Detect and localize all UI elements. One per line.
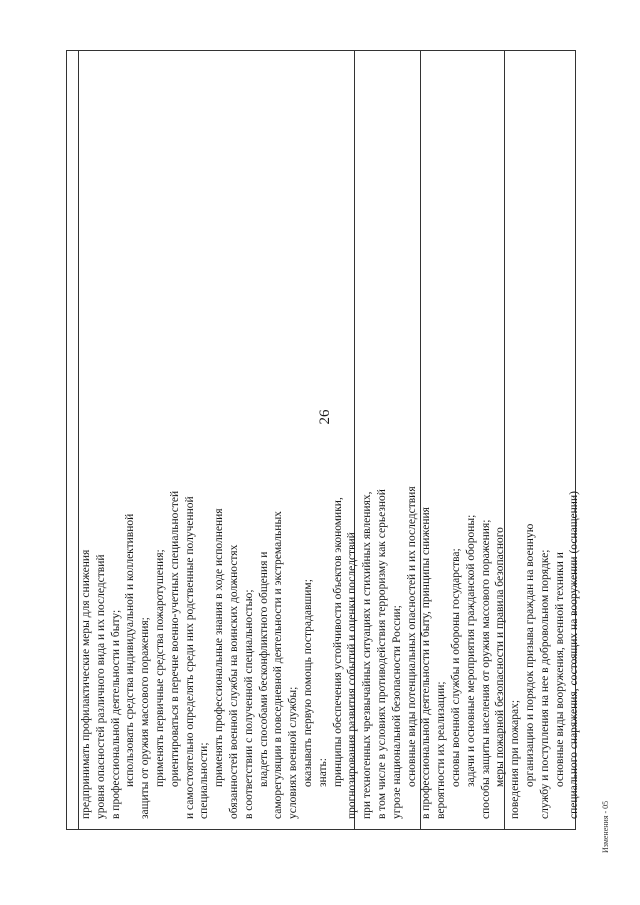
content-line: задачи и основные мероприятия гражданской обороны; xyxy=(464,514,477,787)
content-line: саморегуляции в повседневной деятельности и экстремальных xyxy=(272,511,285,819)
content-line: вероятности их реализации; xyxy=(435,681,448,819)
content-line: предпринимать профилактические меры для снижения xyxy=(80,549,92,819)
table-column-5 xyxy=(505,51,575,829)
footer-note: Изменения - 05 xyxy=(601,800,610,853)
table-column-content xyxy=(79,51,581,829)
content-line: применять профессиональные знания в ходе исполнения xyxy=(213,508,226,787)
content-line: в профессиональной деятельности и быту; xyxy=(109,609,122,819)
content-line: владеть способами бесконфликтного общения и xyxy=(257,551,270,787)
content-line: службу и поступления на нее в добровольном порядке; xyxy=(538,549,551,819)
table-column-3 xyxy=(355,51,421,829)
content-line: организацию и порядок призыва граждан на военную xyxy=(523,523,536,787)
content-line: применять первичные средства пожаротушения; xyxy=(153,549,166,787)
content-line: ориентироваться в перечне военно-учетных специальностей xyxy=(168,490,181,787)
content-line: обязанностей военной службы на воинских должностях xyxy=(227,544,240,819)
content-line: прогнозирования развития событий и оценки последствий xyxy=(346,532,359,819)
content-line: угрозе национальной безопасности России; xyxy=(390,605,403,819)
content-line: при техногенных чрезвычайных ситуациях и стихийных явлениях, xyxy=(361,491,374,819)
content-text xyxy=(79,399,581,819)
content-line: знать: xyxy=(316,758,329,787)
curriculum-table xyxy=(66,50,581,830)
content-line: основные виды вооружения, военной техники и xyxy=(553,552,566,787)
content-line: защиты от оружия массового поражения; xyxy=(139,617,152,819)
content-line: основы военной службы и обороны государства; xyxy=(449,548,462,787)
table-column-4 xyxy=(421,51,505,829)
content-line: специального снаряжения, состоящих на вооружении (оснащении) xyxy=(568,491,581,819)
page-number: 26 xyxy=(317,409,333,425)
content-line: в профессиональной деятельности и быту, принципы снижения xyxy=(420,507,433,819)
content-line: меры пожарной безопасности и правила безопасного xyxy=(494,527,507,787)
content-line: и самостоятельно определять среди них родственные полученной xyxy=(183,496,196,819)
content-line: основные виды потенциальных опасностей и их последствия xyxy=(405,486,418,787)
table-rotated-content xyxy=(67,51,581,829)
content-line: способы защиты населения от оружия массового поражения; xyxy=(479,519,492,819)
content-line: в соответствии с полученной специальностью; xyxy=(242,589,255,819)
content-line: уровня опасностей различного вида и их последствий xyxy=(94,554,107,819)
table-column-index xyxy=(67,51,79,829)
content-line: условиях военной службы; xyxy=(287,686,300,819)
content-line: оказывать первую помощь пострадавшим; xyxy=(301,579,314,787)
content-line: в том числе в условиях противодействия терроризму как серьезной xyxy=(375,489,388,819)
content-line: использовать средства индивидуальной и коллективной xyxy=(124,513,137,787)
content-line: специальности; xyxy=(198,742,211,819)
content-line: поведения при пожарах; xyxy=(509,699,522,819)
content-line: принципы обеспечения устойчивости объектов экономики, xyxy=(331,497,344,787)
